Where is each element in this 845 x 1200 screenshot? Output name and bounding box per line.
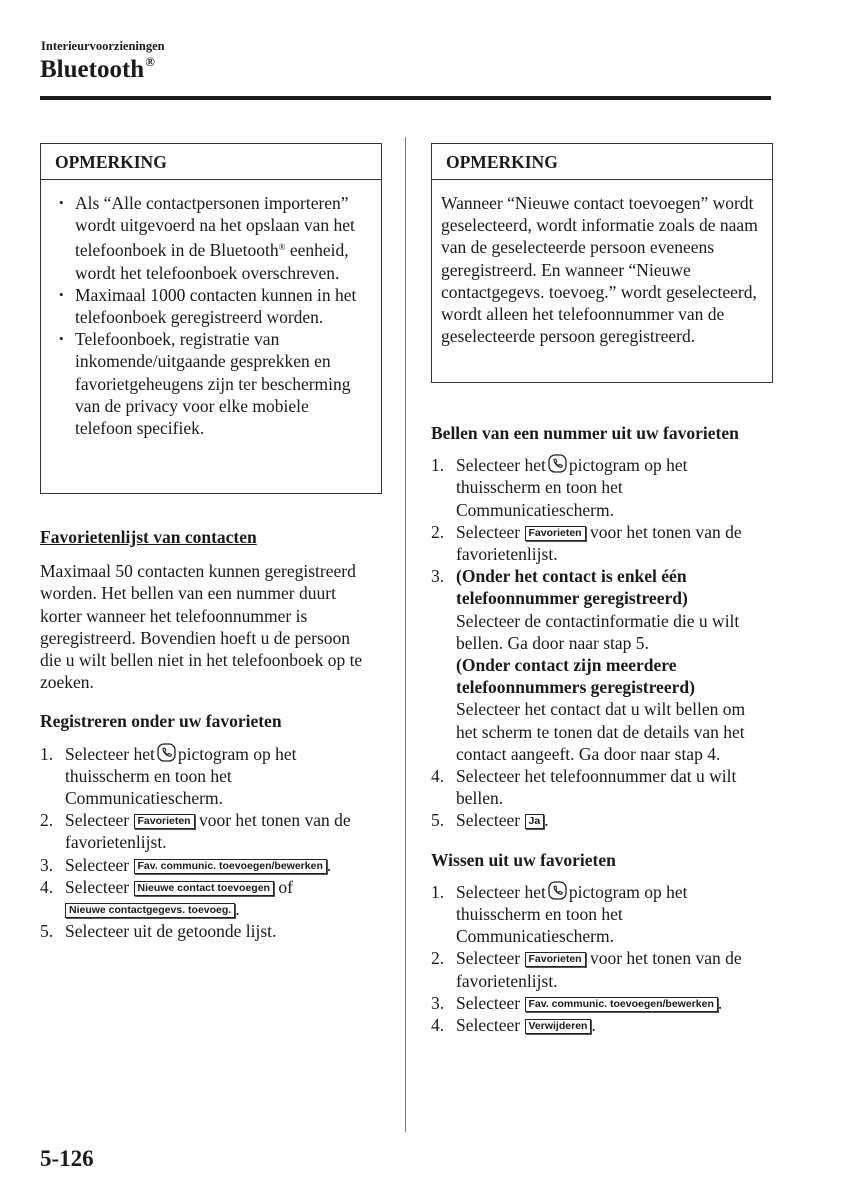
step-item: 1. Selecteer het pictogram op het thuisscherm en toon het Communicatiescherm.	[431, 881, 688, 947]
step-item: 3. Selecteer Fav. communic. toevoegen/bewerken .	[40, 854, 332, 875]
step-item: 2. Selecteer Favorieten voor het tonen van de favorietenlijst.	[40, 810, 351, 853]
call-section	[431, 422, 766, 1036]
column-divider	[405, 137, 406, 1132]
call-heading: Bellen van een nummer uit uw favorieten	[431, 423, 739, 443]
step-item: 4. Selecteer Nieuwe contact toevoegen of Nieuwe contactgegevs. toevoeg. .	[40, 876, 293, 920]
favorieten-button[interactable]: Favorieten	[134, 814, 195, 829]
ja-button[interactable]: Ja	[525, 814, 545, 829]
note-text: Wanneer “Nieuwe contact toevoegen” wordt geselecteerd, wordt informatie zoals de naam van de geselecteerde persoon eveneens geregistreerd. En wanneer “Nieuwe contactgegevs. toevoeg.” wordt geselecteerd, wordt alleen het telefoonnummer van de geselecteerde persoon geregistreerd.	[441, 193, 758, 347]
delete-heading: Wissen uit uw favorieten	[431, 849, 616, 870]
step-item: 1. Selecteer het pictogram op het thuisscherm en toon het Communicatiescherm.	[40, 743, 297, 809]
page-number: 5-126	[40, 1146, 94, 1171]
note-bullet: • Telefoonboek, registratie van inkomende/uitgaande gesprekken en favorietgeheugens zijn ter bescherming van de privacy voor elke mobiele telefoon specifiek.	[41, 328, 369, 439]
call-steps	[431, 454, 766, 831]
step-item: 2. Selecteer Favorieten voor het tonen van de favorietenlijst.	[431, 521, 742, 565]
note-box-left	[40, 143, 382, 494]
fav-edit-button[interactable]: Fav. communic. toevoegen/bewerken	[134, 859, 327, 874]
registered-mark: ®	[145, 54, 155, 69]
page-title: Bluetooth®	[40, 54, 155, 83]
note-title: OPMERKING	[432, 144, 772, 180]
favorites-paragraph: Maximaal 50 contacten kunnen geregistreerd worden. Het bellen van een nummer duurt korter wanneer het telefoonnummer is geregistreerd. Bovendien hoeft u de persoon die u wilt bellen niet in het telefoonboek op te zoeken.	[40, 561, 363, 693]
verwijderen-button[interactable]: Verwijderen	[525, 1019, 592, 1034]
favorieten-button[interactable]: Favorieten	[525, 952, 586, 967]
note-bullet: • Maximaal 1000 contacten kunnen in het telefoonboek geregistreerd worden.	[41, 284, 369, 328]
favorites-heading: Favorietenlijst van contacten	[40, 527, 257, 547]
step-item: 3. Selecteer Fav. communic. toevoegen/bewerken .	[431, 992, 723, 1013]
step-item: 5. Selecteer uit de getoonde lijst.	[40, 921, 277, 942]
note-bullet: • Als “Alle contactpersonen importeren” wordt uitgevoerd na het opslaan van het telefoonboek in de Bluetooth® eenheid, wordt het telefoonboek overschreven.	[41, 192, 369, 284]
note-box-right	[431, 143, 773, 383]
step-item: 1. Selecteer het pictogram op het thuisscherm en toon het Communicatiescherm.	[431, 455, 688, 520]
new-contact-button[interactable]: Nieuwe contact toevoegen	[134, 881, 274, 896]
note-bullet-list	[41, 192, 369, 439]
step-item: 4. Selecteer het telefoonnummer dat u wilt bellen.	[431, 766, 737, 809]
phone-icon	[548, 881, 567, 900]
new-contact-details-button[interactable]: Nieuwe contactgegevs. toevoeg.	[65, 903, 235, 918]
phone-icon	[157, 743, 176, 762]
favorieten-button[interactable]: Favorieten	[525, 526, 586, 541]
step-item: 2. Selecteer Favorieten voor het tonen van de favorietenlijst.	[431, 948, 742, 991]
header-rule	[40, 96, 771, 100]
favorites-section	[40, 526, 370, 942]
step-item: 3. (Onder het contact is enkel één telefoonnummer geregistreerd) Selecteer de contactinformatie die u wilt bellen. Ga door naar stap 5. (Onder contact zijn meerdere telefoonnummers geregistreerd) Selecteer het contact dat u wilt bellen om het scherm te tonen dat de details van het contact aangeeft. Ga door naar stap 4.	[431, 566, 746, 764]
delete-steps	[431, 881, 766, 1036]
register-heading: Registreren onder uw favorieten	[40, 711, 282, 732]
fav-edit-button[interactable]: Fav. communic. toevoegen/bewerken	[525, 997, 718, 1012]
register-steps	[40, 743, 370, 943]
phone-icon	[548, 454, 567, 473]
note-title: OPMERKING	[41, 144, 381, 180]
step-item: 4. Selecteer Verwijderen .	[431, 1015, 596, 1036]
step-item: 5. Selecteer Ja .	[431, 810, 549, 831]
section-label: Interieurvoorzieningen	[41, 39, 165, 53]
